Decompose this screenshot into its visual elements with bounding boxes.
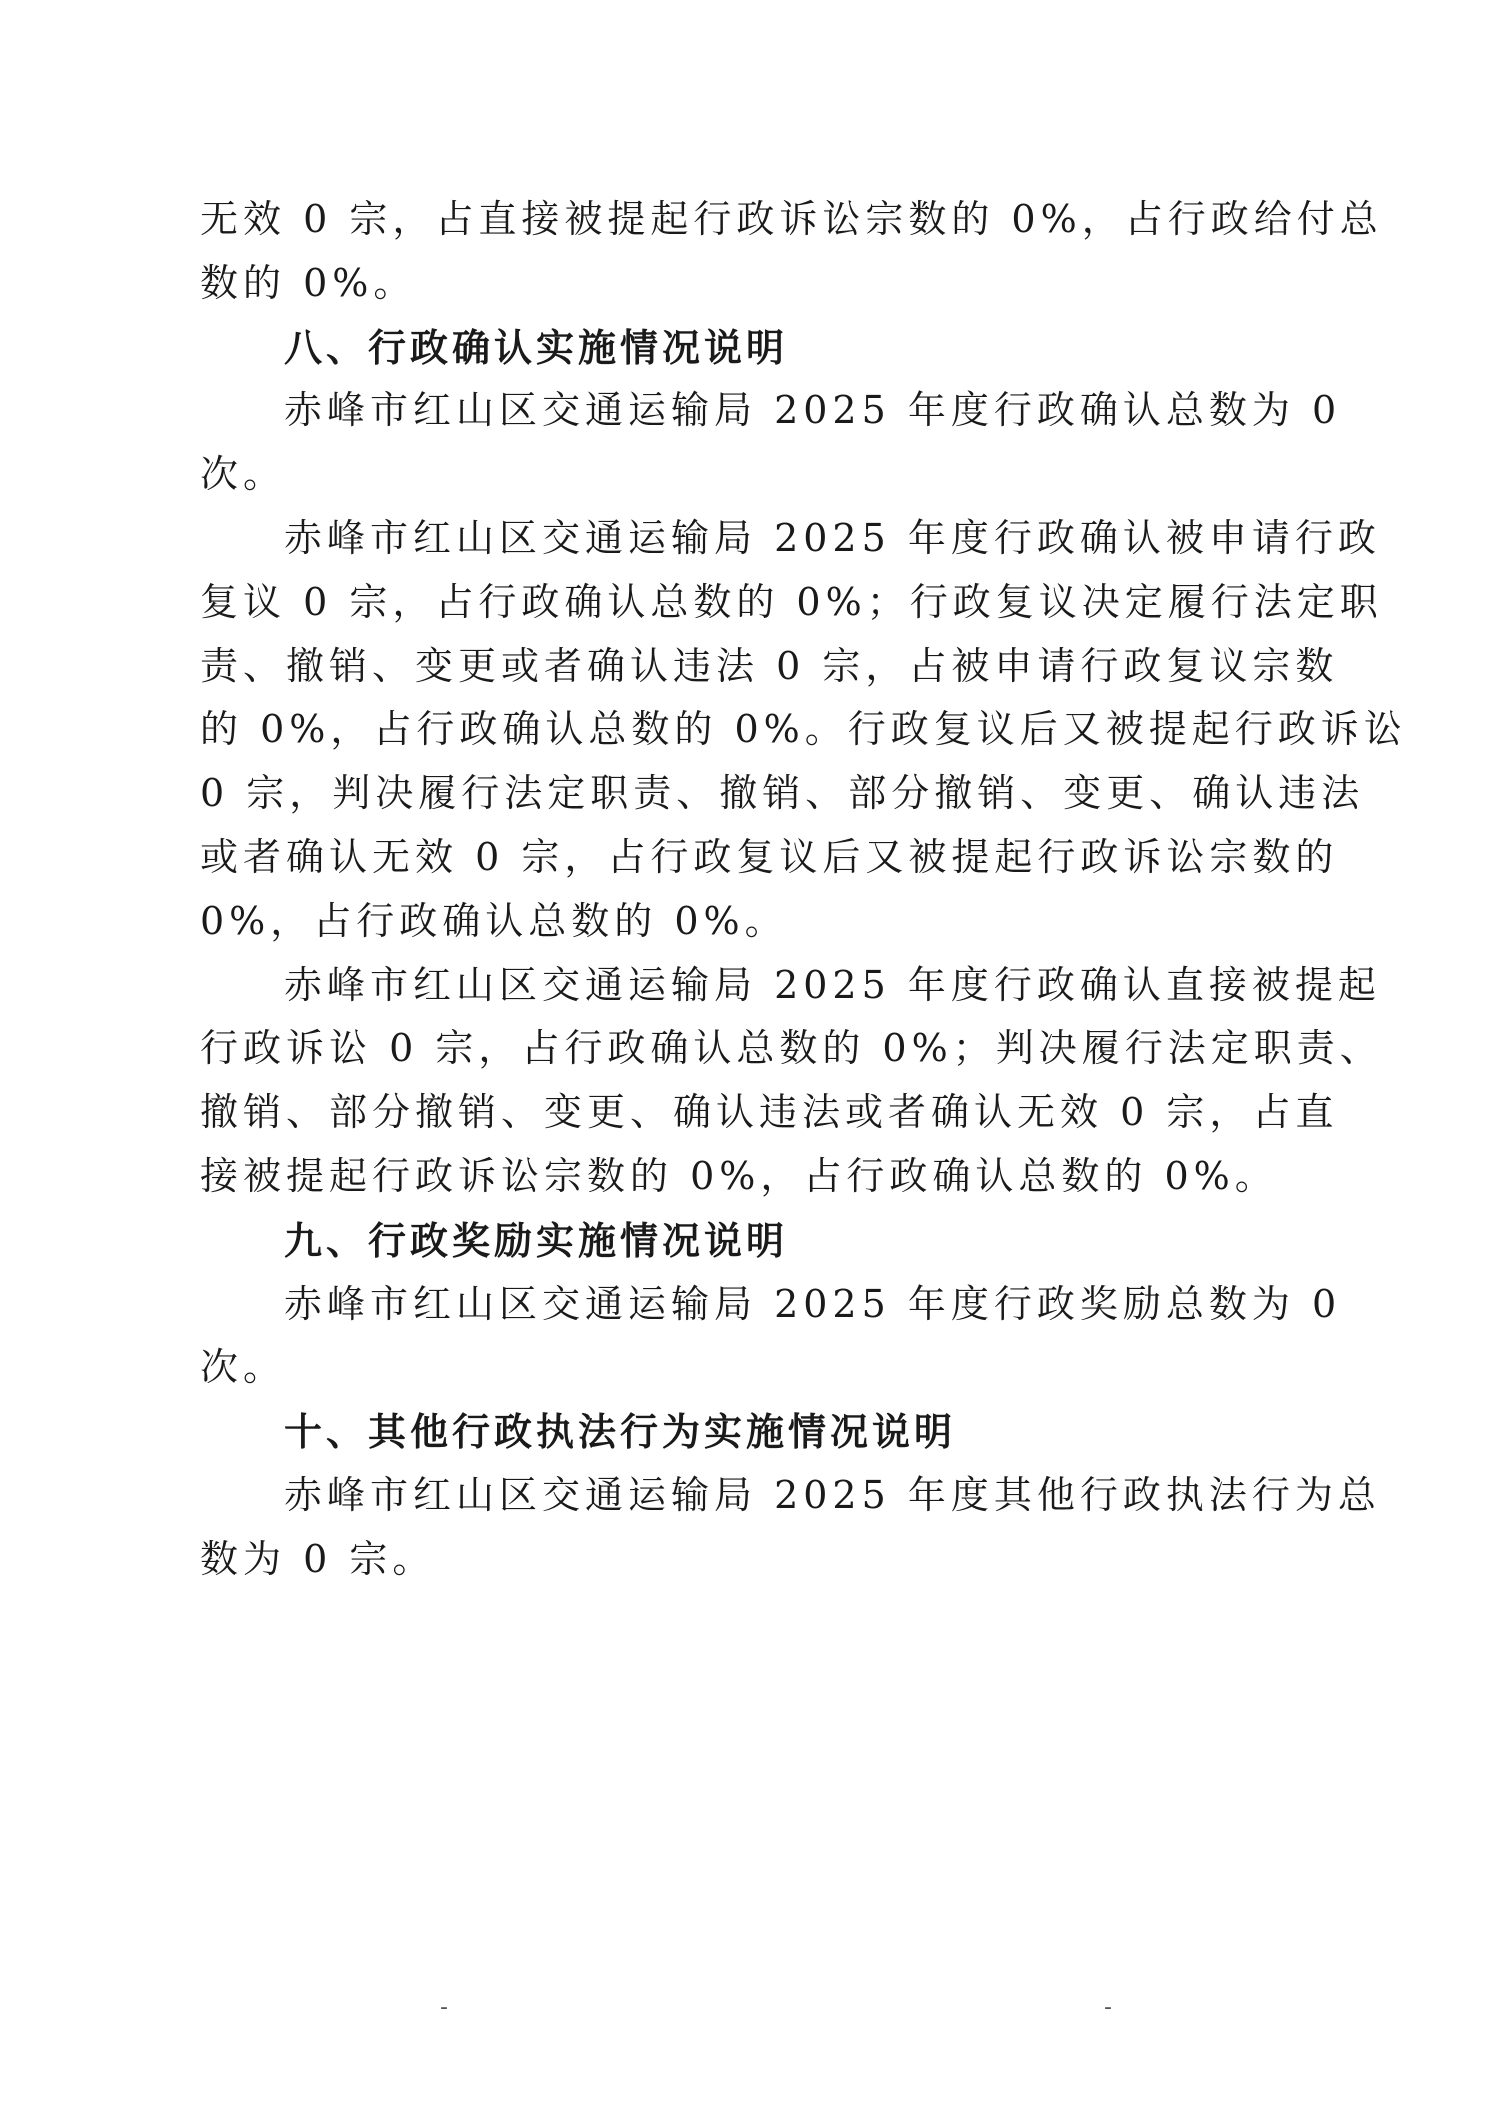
section-heading-8: 八、行政确认实施情况说明: [284, 324, 789, 370]
paragraph-line: 接被提起行政诉讼宗数的 0%，占行政确认总数的 0%。: [200, 1153, 1278, 1198]
paragraph-line: 数为 0 宗。: [200, 1536, 436, 1581]
paragraph-line: 的 0%，占行政确认总数的 0%。行政复议后又被提起行政诉讼: [200, 707, 1407, 752]
paragraph-line: 或者确认无效 0 宗，占行政复议后又被提起行政诉讼宗数的: [200, 834, 1339, 879]
paragraph-line: 次。: [200, 452, 287, 497]
paragraph-line: 0%，占行政确认总数的 0%。: [200, 898, 788, 943]
paragraph-line: 撤销、部分撤销、变更、确认违法或者确认无效 0 宗，占直: [200, 1090, 1339, 1135]
paragraph-line: 责、撤销、变更或者确认违法 0 宗，占被申请行政复议宗数: [200, 643, 1339, 688]
paragraph-line: 0 宗，判决履行法定职责、撤销、部分撤销、变更、确认违法: [200, 771, 1365, 816]
paragraph-line: 无效 0 宗，占直接被提起行政诉讼宗数的 0%，占行政给付总: [200, 197, 1383, 241]
section-heading-10: 十、其他行政执法行为实施情况说明: [284, 1409, 957, 1455]
paragraph-line: 赤峰市红山区交通运输局 2025 年度行政奖励总数为 0: [284, 1281, 1342, 1326]
paragraph-line: 次。: [200, 1345, 287, 1390]
paragraph-line: 赤峰市红山区交通运输局 2025 年度其他行政执法行为总: [284, 1472, 1381, 1517]
paragraph-line: 复议 0 宗，占行政确认总数的 0%；行政复议决定履行法定职: [200, 579, 1383, 624]
footer-mark-right: -: [1104, 1995, 1112, 2020]
paragraph-line: 赤峰市红山区交通运输局 2025 年度行政确认直接被提起: [284, 962, 1381, 1007]
paragraph-line: 行政诉讼 0 宗，占行政确认总数的 0%；判决履行法定职责、: [200, 1026, 1383, 1071]
footer-mark-left: -: [440, 1995, 448, 2020]
paragraph-line: 数的 0%。: [200, 260, 417, 305]
document-body: [200, 188, 1407, 1592]
paragraph-line: 赤峰市红山区交通运输局 2025 年度行政确认被申请行政: [284, 515, 1381, 560]
paragraph-line: 赤峰市红山区交通运输局 2025 年度行政确认总数为 0: [284, 388, 1342, 433]
section-heading-9: 九、行政奖励实施情况说明: [284, 1217, 789, 1263]
